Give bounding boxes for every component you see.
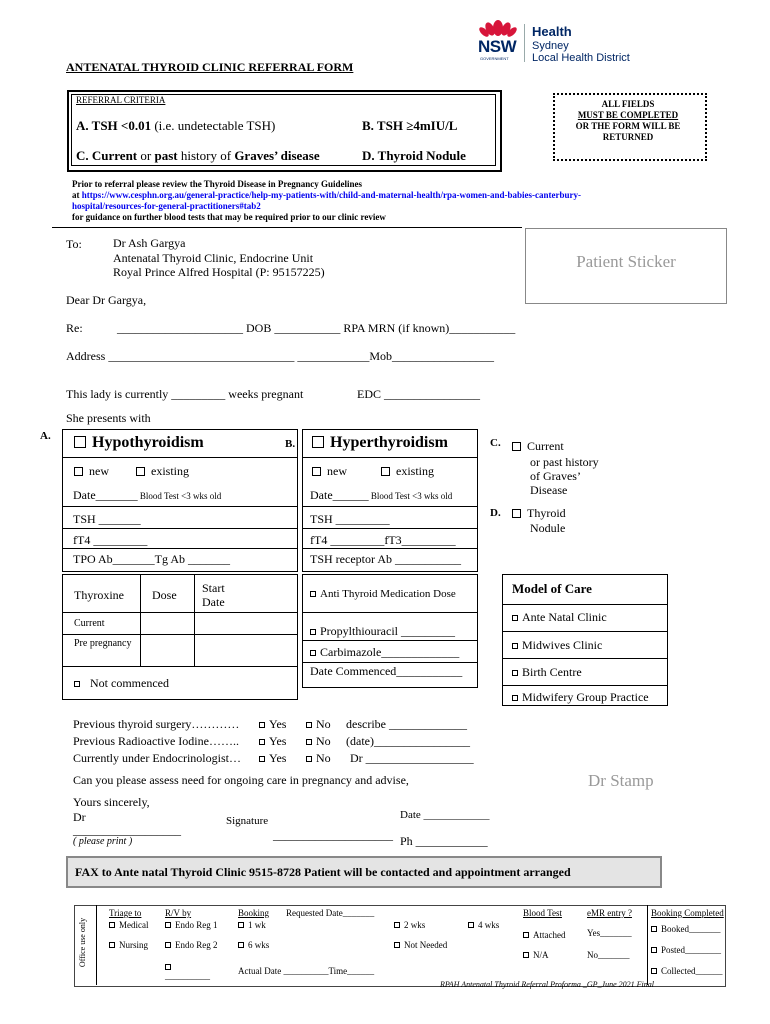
moc-mgp-checkbox[interactable] <box>512 695 518 701</box>
assess-request: Can you please assess need for ongoing care in pregnancy and advise, <box>73 773 409 787</box>
triage-medical[interactable]: Medical <box>109 920 149 930</box>
rv-other-line[interactable]: __________ <box>165 971 210 981</box>
hyperthyroidism-checkbox[interactable] <box>312 436 324 448</box>
date-field[interactable]: Date ____________ <box>400 809 490 821</box>
moc-birth-centre-checkbox[interactable] <box>512 670 518 676</box>
edc-field[interactable]: EDC ________________ <box>357 387 480 401</box>
prev-surgery-label: Previous thyroid surgery………… <box>73 717 240 731</box>
endo-yes[interactable]: Yes <box>259 751 286 766</box>
section-d-letter: D. <box>490 507 501 519</box>
nodule-checkbox[interactable] <box>512 509 521 518</box>
rv-endo1[interactable]: Endo Reg 1 <box>165 920 218 930</box>
hypo-new-checkbox[interactable] <box>74 467 83 476</box>
criterion-d: D. Thyroid Nodule <box>362 148 466 163</box>
address-line[interactable]: Address _______________________________ ____________Mob_________________ <box>66 349 494 363</box>
guidelines-line3 <box>72 201 261 211</box>
criterion-a: A. TSH <0.01 (i.e. undetectable TSH) <box>76 118 276 133</box>
booking-2wks[interactable]: 2 wks <box>394 920 425 930</box>
hypothyroidism-checkbox[interactable] <box>74 436 86 448</box>
nodule-option[interactable]: Thyroid <box>512 506 566 521</box>
hypo-existing-checkbox[interactable] <box>136 467 145 476</box>
carbimazole-checkbox[interactable] <box>310 650 316 656</box>
logo-nsw: NSW <box>478 37 517 56</box>
anti-med-option[interactable]: Anti Thyroid Medication Dose <box>310 588 456 600</box>
hyper-existing-option[interactable]: existing <box>381 464 434 479</box>
hyper-new-option[interactable]: new <box>312 464 347 479</box>
please-print: ( please print ) <box>73 836 133 847</box>
moc-ante-natal-checkbox[interactable] <box>512 615 518 621</box>
triage-label: Triage to <box>109 908 142 918</box>
prev-surgery-yes[interactable]: Yes <box>259 717 286 732</box>
date-commenced[interactable]: Date Commenced___________ <box>310 664 463 678</box>
hypo-tsh[interactable]: TSH _______ <box>73 512 141 526</box>
booking-1wk[interactable]: 1 wk <box>238 920 266 930</box>
rv-endo2[interactable]: Endo Reg 2 <box>165 940 218 950</box>
bc-posted[interactable]: Posted________ <box>651 945 721 955</box>
section-b-letter: B. <box>285 438 296 450</box>
hypothyroidism-option[interactable]: Hypothyroidism <box>74 434 204 452</box>
dr-stamp-label: Dr Stamp <box>588 771 654 790</box>
logo-health: Health <box>532 24 572 39</box>
guidelines-link[interactable]: https://www.cesphn.org.au/general-practice/help-my-patients-with/child-and-maternal-health/rpa-women-and-babies-canterbury- <box>81 190 581 200</box>
booking-completed-label: Booking Completed <box>651 908 724 918</box>
hypo-new-option[interactable]: new <box>74 464 109 479</box>
prev-rai-yes[interactable]: Yes <box>259 734 286 749</box>
criteria-heading: REFERRAL CRITERIA <box>76 95 166 105</box>
blood-na[interactable]: N/A <box>523 950 549 960</box>
dr-label: Dr <box>73 810 86 824</box>
re-fields[interactable]: _____________________ DOB ___________ RPA MRN (if known)___________ <box>117 321 516 335</box>
hyper-existing-checkbox[interactable] <box>381 467 390 476</box>
guidelines-line2: at https://www.cesphn.org.au/general-practice/help-my-patients-with/child-and-maternal-health/rpa-women-and-babies-canterbury- <box>72 190 581 200</box>
logo-lhd: Local Health District <box>532 52 630 64</box>
hypo-tpo[interactable]: TPO Ab_______Tg Ab _______ <box>73 552 231 566</box>
booking-label: Booking <box>238 908 270 918</box>
criterion-c: C. Current or past history of Graves’ disease <box>76 148 320 163</box>
phone-field[interactable]: Ph ____________ <box>400 834 488 848</box>
salutation: Dear Dr Gargya, <box>66 293 147 307</box>
not-commenced-option[interactable]: Not commenced <box>74 676 169 691</box>
patient-sticker-label: Patient Sticker <box>576 252 676 271</box>
booking-not-needed[interactable]: Not Needed <box>394 940 447 950</box>
moc-ante-natal[interactable]: Ante Natal Clinic <box>512 610 607 625</box>
blood-test-label: Blood Test <box>523 908 562 918</box>
emr-yes[interactable]: Yes_______ <box>587 928 632 938</box>
row-current: Current <box>74 618 105 629</box>
to-label: To: <box>66 237 82 251</box>
booking-6wks[interactable]: 6 wks <box>238 940 269 950</box>
signature-label: Signature <box>226 815 269 827</box>
logo-government: GOVERNMENT <box>480 56 509 61</box>
moc-mgp[interactable]: Midwifery Group Practice <box>512 690 649 705</box>
prev-rai-label: Previous Radioactive Iodine…….. <box>73 734 239 748</box>
endo-dr[interactable]: Dr __________________ <box>350 751 474 765</box>
nsw-health-logo <box>474 14 654 64</box>
emr-label: eMR entry ? <box>587 908 632 918</box>
graves-option[interactable]: Current <box>512 439 564 454</box>
footer-text: RPAH Antenatal Thyroid Referral Proforma _GP_June 2021 Final <box>440 980 654 989</box>
row-pre-pregnancy: Pre pregnancy <box>74 638 132 649</box>
graves-checkbox[interactable] <box>512 442 521 451</box>
not-commenced-checkbox[interactable] <box>74 681 80 687</box>
guidelines-line4: for guidance on further blood tests that may be required prior to our clinic review <box>72 212 386 222</box>
hyper-new-checkbox[interactable] <box>312 467 321 476</box>
carbimazole-option[interactable]: Carbimazole_____________ <box>310 645 459 660</box>
hypo-date[interactable]: Date_______ Blood Test <3 wks old <box>73 488 222 502</box>
actual-date-time[interactable]: Actual Date __________Time______ <box>238 966 375 976</box>
re-label: Re: <box>66 321 83 335</box>
prev-surgery-describe[interactable]: describe _____________ <box>346 717 467 731</box>
yours-sincerely: Yours sincerely, <box>73 795 150 809</box>
guidelines-line1: Prior to referral please review the Thyroid Disease in Pregnancy Guidelines <box>72 179 362 189</box>
form-title: ANTENATAL THYROID CLINIC REFERRAL FORM <box>66 60 354 74</box>
rv-label: R/V by <box>165 908 192 918</box>
section-c-letter: C. <box>490 437 501 449</box>
moc-midwives[interactable]: Midwives Clinic <box>512 638 602 653</box>
office-use-label: Office use only <box>78 917 88 968</box>
hyper-date[interactable]: Date______ Blood Test <3 wks old <box>310 488 453 502</box>
endo-no[interactable]: No <box>306 751 331 766</box>
to-line3: Royal Prince Alfred Hospital (P: 95157225) <box>113 265 325 279</box>
weeks-pregnant[interactable]: This lady is currently _________ weeks pregnant <box>66 387 304 401</box>
endo-label: Currently under Endocrinologist… <box>73 751 241 765</box>
dr-name-line[interactable]: __________________ <box>73 823 181 837</box>
thyroxine-header: Thyroxine <box>74 588 124 602</box>
guidelines-link-cont[interactable]: hospital/resources-for-general-practitioners#tab2 <box>72 201 261 211</box>
bc-collected[interactable]: Collected______ <box>651 966 723 976</box>
prev-surgery-no[interactable]: No <box>306 717 331 732</box>
ptu-option[interactable]: Propylthiouracil _________ <box>310 624 455 639</box>
prev-rai-date[interactable]: (date)________________ <box>346 734 470 748</box>
hypo-existing-option[interactable]: existing <box>136 464 189 479</box>
hyper-tsh[interactable]: TSH _________ <box>310 512 390 526</box>
moc-birth-centre[interactable]: Birth Centre <box>512 665 582 680</box>
requested-date[interactable]: Requested Date_______ <box>286 908 375 918</box>
booking-4wks[interactable]: 4 wks <box>468 920 499 930</box>
presents-with: She presents with <box>66 411 151 425</box>
hyper-ft4-ft3[interactable]: fT4 _________fT3_________ <box>310 533 456 547</box>
hypo-ft4[interactable]: fT4 _________ <box>73 533 148 547</box>
to-line2: Antenatal Thyroid Clinic, Endocrine Unit <box>113 251 314 265</box>
blood-attached[interactable]: Attached <box>523 930 565 940</box>
signature-line[interactable]: ____________________ <box>273 828 393 842</box>
to-line1: Dr Ash Gargya <box>113 236 186 250</box>
hyper-trab[interactable]: TSH receptor Ab ___________ <box>310 552 461 566</box>
hyperthyroidism-option[interactable]: Hyperthyroidism <box>312 434 448 452</box>
criterion-b: B. TSH ≥4mIU/L <box>362 118 458 133</box>
ptu-checkbox[interactable] <box>310 629 316 635</box>
prev-rai-no[interactable]: No <box>306 734 331 749</box>
dose-header: Dose <box>152 588 177 602</box>
triage-nursing[interactable]: Nursing <box>109 940 148 950</box>
fax-text: FAX to Ante natal Thyroid Clinic 9515-8728 Patient will be contacted and appointment arranged <box>75 865 571 879</box>
bc-booked[interactable]: Booked_______ <box>651 924 721 934</box>
emr-no[interactable]: No_______ <box>587 950 630 960</box>
logo-sydney: Sydney <box>532 40 569 52</box>
start-date-header: Start Date <box>202 581 225 609</box>
model-of-care-title: Model of Care <box>512 581 592 596</box>
anti-med-checkbox[interactable] <box>310 591 316 597</box>
moc-midwives-checkbox[interactable] <box>512 643 518 649</box>
section-a-letter: A. <box>40 430 51 442</box>
